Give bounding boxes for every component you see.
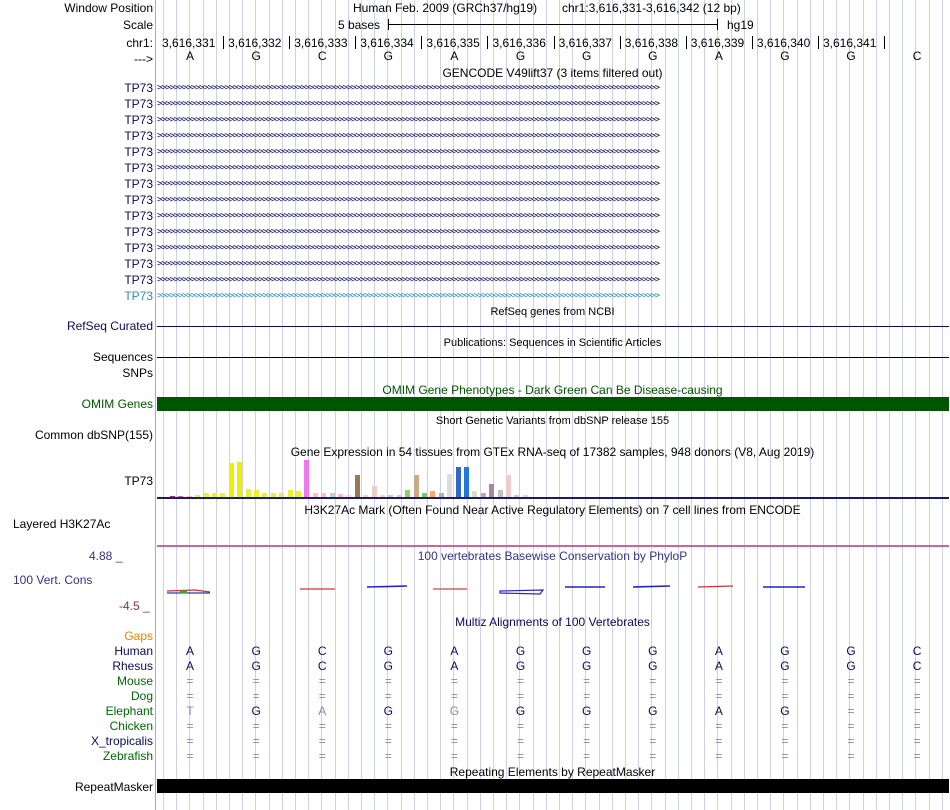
gencode-gene-arrows[interactable]: >>>>>>>>>>>>>>>>>>>>>>>>>>>>>>>>>>>>>>>>>>>>>>>>>>>>>>>>>>>>>>>>>>>>>>>>>>>>>>>>>>>>>>>>>>>>>>>>>>>>>>>>>>>>>>>>>>>>>>> <box>157 147 659 157</box>
repeat-title: Repeating Elements by RepeatMasker <box>449 765 656 779</box>
alignment-base: A <box>186 644 195 658</box>
alignment-base: = <box>318 734 326 748</box>
alignment-base: = <box>384 689 392 703</box>
alignment-base: G <box>383 704 394 718</box>
alignment-base: C <box>317 644 327 658</box>
coordinate-label: 3,616,337 <box>558 36 612 50</box>
alignment-base: = <box>252 719 260 733</box>
assembly-title: Human Feb. 2009 (GRCh37/hg19) <box>353 1 538 15</box>
cons-min: -4.5 _ <box>119 599 150 613</box>
species-label[interactable]: Dog <box>130 689 153 703</box>
repeat-bar[interactable] <box>157 779 949 793</box>
alignment-base: = <box>583 689 591 703</box>
alignment-base: = <box>781 749 789 763</box>
alignment-base: = <box>715 689 723 703</box>
base-letter: A <box>186 49 195 63</box>
gencode-gene-label[interactable]: TP73 <box>124 209 153 223</box>
alignment-base: = <box>318 749 326 763</box>
pubs-label[interactable]: Sequences <box>92 350 153 364</box>
alignment-base: = <box>913 689 921 703</box>
base-letter: G <box>780 49 790 63</box>
gtex-bar[interactable] <box>372 486 377 497</box>
gencode-gene-label[interactable]: TP73 <box>124 257 153 271</box>
alignment-base: = <box>583 674 591 688</box>
alignment-base: G <box>251 644 261 658</box>
omim-bar[interactable] <box>157 397 949 411</box>
alignment-base: = <box>781 689 789 703</box>
gencode-gene-arrows[interactable]: >>>>>>>>>>>>>>>>>>>>>>>>>>>>>>>>>>>>>>>>>>>>>>>>>>>>>>>>>>>>>>>>>>>>>>>>>>>>>>>>>>>>>>>>>>>>>>>>>>>>>>>>>>>>>>>>>>>>>>> <box>157 83 659 93</box>
alignment-base: G <box>515 659 526 673</box>
alignment-base: G <box>648 704 658 718</box>
alignment-base: G <box>251 659 261 673</box>
gencode-gene-label[interactable]: TP73 <box>124 161 153 175</box>
species-label[interactable]: Rhesus <box>112 659 153 673</box>
alignment-base: = <box>517 674 525 688</box>
gencode-gene-label[interactable]: TP73 <box>124 145 153 159</box>
alignment-base: = <box>450 749 458 763</box>
alignment-base: = <box>517 734 525 748</box>
alignment-base: = <box>450 719 458 733</box>
alignment-base: A <box>714 644 723 658</box>
alignment-base: G <box>581 644 592 658</box>
alignment-base: = <box>318 689 326 703</box>
gtex-bar[interactable] <box>489 484 494 497</box>
omim-label[interactable]: OMIM Genes <box>81 397 153 411</box>
alignment-base: G <box>846 659 856 673</box>
gtex-bar[interactable] <box>288 490 293 497</box>
dbsnp-title: Short Genetic Variants from dbSNP release 155 <box>435 415 670 427</box>
alignment-base: = <box>847 734 855 748</box>
species-label[interactable]: X_tropicalis <box>90 734 153 748</box>
coordinate-tick <box>620 36 621 49</box>
alignment-base: = <box>913 704 921 718</box>
refseq-label[interactable]: RefSeq Curated <box>66 319 153 333</box>
gtex-bar[interactable] <box>229 463 234 497</box>
alignment-base: = <box>384 749 392 763</box>
coordinate-tick <box>289 36 290 49</box>
alignment-base: G <box>648 659 658 673</box>
alignment-base: = <box>450 689 458 703</box>
alignment-base: = <box>186 749 194 763</box>
alignment-base: = <box>384 734 392 748</box>
multiz-title: Multiz Alignments of 100 Vertebrates <box>455 615 650 629</box>
scale-db: hg19 <box>727 18 754 32</box>
gtex-bar[interactable] <box>355 475 360 497</box>
gtex-bar[interactable] <box>414 475 419 497</box>
alignment-base: = <box>517 749 525 763</box>
gencode-gene-arrows[interactable]: >>>>>>>>>>>>>>>>>>>>>>>>>>>>>>>>>>>>>>>>>>>>>>>>>>>>>>>>>>>>>>>>>>>>>>>>>>>>>>>>>>>>>>>>>>>>>>>>>>>>>>>>>>>>>>>>>>>>>>> <box>157 259 659 269</box>
pubs-title: Publications: Sequences in Scientific Articles <box>443 337 662 349</box>
alignment-base: A <box>450 644 459 658</box>
alignment-base: = <box>715 719 723 733</box>
species-label[interactable]: Zebrafish <box>102 749 153 763</box>
scale-bar <box>388 24 718 25</box>
gtex-title: Gene Expression in 54 tissues from GTEx RNA-seq of 17382 samples, 948 donors (V8, Aug 2019) <box>290 445 815 459</box>
coordinate-tick <box>355 36 356 49</box>
base-letter: A <box>450 49 459 63</box>
alignment-base: = <box>517 689 525 703</box>
refseq-title: RefSeq genes from NCBI <box>490 306 615 318</box>
coordinate-tick <box>818 36 819 49</box>
alignment-base: = <box>715 674 723 688</box>
gtex-bar[interactable] <box>498 490 503 497</box>
alignment-base: = <box>715 749 723 763</box>
cons-wiggle[interactable] <box>155 575 950 605</box>
dbsnp-label[interactable]: Common dbSNP(155) <box>34 428 153 442</box>
alignment-base: = <box>847 719 855 733</box>
alignment-base: = <box>649 749 657 763</box>
snps-label[interactable]: SNPs <box>122 366 153 380</box>
chrom-label: chr1: <box>126 36 153 50</box>
alignment-base: = <box>847 689 855 703</box>
base-letter: G <box>846 49 856 63</box>
gtex-bar[interactable] <box>447 474 452 497</box>
alignment-base: = <box>517 719 525 733</box>
gencode-gene-label[interactable]: TP73 <box>124 129 153 143</box>
coordinate-label: 3,616,334 <box>360 36 414 50</box>
alignment-base: G <box>648 644 658 658</box>
base-letter: G <box>251 49 261 63</box>
gencode-gene-arrows[interactable]: >>>>>>>>>>>>>>>>>>>>>>>>>>>>>>>>>>>>>>>>>>>>>>>>>>>>>>>>>>>>>>>>>>>>>>>>>>>>>>>>>>>>>>>>>>>>>>>>>>>>>>>>>>>>>>>>>>>>>>> <box>157 275 659 285</box>
gtex-bar[interactable] <box>506 475 511 497</box>
cons-title: 100 vertebrates Basewise Conservation by PhyloP <box>417 549 688 563</box>
alignment-base: G <box>383 644 394 658</box>
base-letter: G <box>383 49 394 63</box>
gtex-bar[interactable] <box>237 462 242 497</box>
alignment-base: = <box>186 674 194 688</box>
alignment-base: G <box>581 659 592 673</box>
alignment-base: G <box>780 644 790 658</box>
base-letter: C <box>912 49 922 63</box>
gencode-gene-label[interactable]: TP73 <box>124 81 153 95</box>
alignment-base: = <box>583 719 591 733</box>
scale-label: Scale <box>122 18 153 32</box>
coordinate-tick <box>487 36 488 49</box>
alignment-base: = <box>252 689 260 703</box>
gencode-gene-label[interactable]: TP73 <box>124 193 153 207</box>
gencode-gene-label[interactable]: TP73 <box>124 177 153 191</box>
gtex-bar-chart[interactable] <box>170 460 550 497</box>
alignment-base: = <box>913 719 921 733</box>
coordinate-tick <box>554 36 555 49</box>
coordinate-label: 3,616,336 <box>492 36 546 50</box>
gencode-gene-arrows[interactable]: >>>>>>>>>>>>>>>>>>>>>>>>>>>>>>>>>>>>>>>>>>>>>>>>>>>>>>>>>>>>>>>>>>>>>>>>>>>>>>>>>>>>>>>>>>>>>>>>>>>>>>>>>>>>>>>>>>>>>>> <box>157 291 659 301</box>
coordinate-label: 3,616,339 <box>690 36 745 50</box>
alignment-base: = <box>186 689 194 703</box>
alignment-base: A <box>450 659 459 673</box>
window-position-label: Window Position <box>64 1 153 15</box>
gtex-bar[interactable] <box>304 460 309 497</box>
gencode-gene-arrows[interactable]: >>>>>>>>>>>>>>>>>>>>>>>>>>>>>>>>>>>>>>>>>>>>>>>>>>>>>>>>>>>>>>>>>>>>>>>>>>>>>>>>>>>>>>>>>>>>>>>>>>>>>>>>>>>>>>>>>>>>>>> <box>157 211 659 221</box>
alignment-base: C <box>317 659 327 673</box>
pubs-line[interactable] <box>157 357 949 358</box>
gtex-bar[interactable] <box>254 490 259 497</box>
alignment-base: = <box>318 674 326 688</box>
position-readout[interactable]: chr1:3,616,331-3,616,342 (12 bp) <box>562 1 741 15</box>
alignment-base: A <box>714 704 723 718</box>
species-label[interactable]: Human <box>114 644 153 658</box>
h3k27ac-baseline <box>157 545 949 547</box>
alignment-base: = <box>318 719 326 733</box>
gencode-gene-label[interactable]: TP73 <box>124 241 153 255</box>
coordinate-label: 3,616,340 <box>756 36 811 50</box>
species-label[interactable]: Mouse <box>116 674 153 688</box>
gencode-title: GENCODE V49lift37 (3 items filtered out) <box>442 66 663 80</box>
cons-max: 4.88 _ <box>89 549 123 563</box>
coordinate-tick <box>884 36 885 49</box>
alignment-base: = <box>913 674 921 688</box>
coordinate-label: 3,616,332 <box>228 36 282 50</box>
alignment-base: = <box>847 704 855 718</box>
base-letter: G <box>515 49 526 63</box>
gencode-gene-label[interactable]: TP73 <box>124 225 153 239</box>
scale-text: 5 bases <box>338 18 381 32</box>
scale-bar-left-tick <box>388 19 389 30</box>
gtex-label[interactable]: TP73 <box>124 474 153 488</box>
alignment-base: = <box>913 734 921 748</box>
gtex-bar[interactable] <box>456 467 461 497</box>
alignment-base: = <box>649 689 657 703</box>
species-label[interactable]: Chicken <box>109 719 153 733</box>
alignment-base: = <box>781 734 789 748</box>
base-letter: G <box>581 49 592 63</box>
alignment-base: = <box>450 734 458 748</box>
gencode-gene-arrows[interactable]: >>>>>>>>>>>>>>>>>>>>>>>>>>>>>>>>>>>>>>>>>>>>>>>>>>>>>>>>>>>>>>>>>>>>>>>>>>>>>>>>>>>>>>>>>>>>>>>>>>>>>>>>>>>>>>>>>>>>>>> <box>157 131 659 141</box>
alignment-base: = <box>649 719 657 733</box>
alignment-base: = <box>384 719 392 733</box>
alignment-base: = <box>649 674 657 688</box>
coordinate-label: 3,616,338 <box>624 36 679 50</box>
species-label[interactable]: Elephant <box>105 704 153 718</box>
alignment-base: G <box>383 659 394 673</box>
alignment-base: T <box>186 704 194 718</box>
gencode-gene-label[interactable]: TP73 <box>124 273 153 287</box>
gencode-gene-arrows[interactable]: >>>>>>>>>>>>>>>>>>>>>>>>>>>>>>>>>>>>>>>>>>>>>>>>>>>>>>>>>>>>>>>>>>>>>>>>>>>>>>>>>>>>>>>>>>>>>>>>>>>>>>>>>>>>>>>>>>>>>>> <box>157 115 659 125</box>
gtex-bar[interactable] <box>405 490 410 497</box>
alignment-base: = <box>847 674 855 688</box>
gencode-gene-arrows[interactable]: >>>>>>>>>>>>>>>>>>>>>>>>>>>>>>>>>>>>>>>>>>>>>>>>>>>>>>>>>>>>>>>>>>>>>>>>>>>>>>>>>>>>>>>>>>>>>>>>>>>>>>>>>>>>>>>>>>>>>>> <box>157 179 659 189</box>
coordinate-tick <box>752 36 753 49</box>
alignment-base: A <box>714 659 723 673</box>
h3k27ac-label[interactable]: Layered H3K27Ac <box>13 517 111 531</box>
gencode-gene-label[interactable]: TP73 <box>124 97 153 111</box>
gencode-gene-arrows[interactable]: >>>>>>>>>>>>>>>>>>>>>>>>>>>>>>>>>>>>>>>>>>>>>>>>>>>>>>>>>>>>>>>>>>>>>>>>>>>>>>>>>>>>>>>>>>>>>>>>>>>>>>>>>>>>>>>>>>>>>>> <box>157 163 659 173</box>
gtex-bar[interactable] <box>464 467 469 497</box>
base-letter: A <box>714 49 723 63</box>
alignment-base: = <box>252 734 260 748</box>
gtex-bar[interactable] <box>246 489 251 497</box>
alignment-base: G <box>846 644 856 658</box>
coordinate-tick <box>686 36 687 49</box>
alignment-base: = <box>252 749 260 763</box>
gencode-gene-label[interactable]: TP73 <box>124 113 153 127</box>
coordinate-label: 3,616,341 <box>823 36 877 50</box>
alignment-base: A <box>186 659 195 673</box>
strand-label: ---> <box>134 52 153 66</box>
coordinate-tick <box>421 36 422 49</box>
alignment-base: G <box>780 704 790 718</box>
alignment-base: G <box>515 704 526 718</box>
alignment-base: = <box>186 719 194 733</box>
alignment-base: = <box>715 734 723 748</box>
coordinate-label: 3,616,333 <box>294 36 348 50</box>
cons-label[interactable]: 100 Vert. Cons <box>13 573 93 587</box>
alignment-base: A <box>318 704 327 718</box>
alignment-base: C <box>912 659 922 673</box>
gencode-gene-arrows[interactable]: >>>>>>>>>>>>>>>>>>>>>>>>>>>>>>>>>>>>>>>>>>>>>>>>>>>>>>>>>>>>>>>>>>>>>>>>>>>>>>>>>>>>>>>>>>>>>>>>>>>>>>>>>>>>>>>>>>>>>>> <box>157 195 659 205</box>
alignment-base: = <box>781 719 789 733</box>
alignment-base: = <box>847 749 855 763</box>
coordinate-label: 3,616,331 <box>162 36 216 50</box>
alignment-base: G <box>449 704 460 718</box>
gencode-gene-label[interactable]: TP73 <box>124 289 153 303</box>
alignment-base: C <box>912 644 922 658</box>
left-margin-line <box>155 0 156 810</box>
omim-title: OMIM Gene Phenotypes - Dark Green Can Be Disease-causing <box>382 383 723 397</box>
base-letter: C <box>317 49 327 63</box>
alignment-base: = <box>384 674 392 688</box>
gencode-gene-arrows[interactable]: >>>>>>>>>>>>>>>>>>>>>>>>>>>>>>>>>>>>>>>>>>>>>>>>>>>>>>>>>>>>>>>>>>>>>>>>>>>>>>>>>>>>>>>>>>>>>>>>>>>>>>>>>>>>>>>>>>>>>>> <box>157 99 659 109</box>
gencode-gene-arrows[interactable]: >>>>>>>>>>>>>>>>>>>>>>>>>>>>>>>>>>>>>>>>>>>>>>>>>>>>>>>>>>>>>>>>>>>>>>>>>>>>>>>>>>>>>>>>>>>>>>>>>>>>>>>>>>>>>>>>>>>>>>> <box>157 243 659 253</box>
alignment-base: = <box>450 674 458 688</box>
alignment-base: = <box>913 749 921 763</box>
alignment-base: = <box>781 674 789 688</box>
alignment-base: = <box>583 749 591 763</box>
refseq-gene-line[interactable] <box>157 326 949 327</box>
base-letter: G <box>648 49 658 63</box>
scale-bar-right-tick <box>717 19 718 30</box>
coordinate-tick <box>223 36 224 49</box>
alignment-base: = <box>649 734 657 748</box>
alignment-base: G <box>780 659 790 673</box>
alignment-base: G <box>251 704 261 718</box>
coordinate-label: 3,616,335 <box>426 36 480 50</box>
gtex-baseline <box>157 497 949 499</box>
alignment-base: = <box>583 734 591 748</box>
alignment-base: = <box>186 734 194 748</box>
h3k27ac-title: H3K27Ac Mark (Often Found Near Active Regulatory Elements) on 7 cell lines from ENCODE <box>304 503 801 517</box>
alignment-base: G <box>515 644 526 658</box>
repeat-label[interactable]: RepeatMasker <box>74 780 153 794</box>
gaps-label: Gaps <box>124 629 153 643</box>
alignment-base: = <box>252 674 260 688</box>
gencode-gene-arrows[interactable]: >>>>>>>>>>>>>>>>>>>>>>>>>>>>>>>>>>>>>>>>>>>>>>>>>>>>>>>>>>>>>>>>>>>>>>>>>>>>>>>>>>>>>>>>>>>>>>>>>>>>>>>>>>>>>>>>>>>>>>> <box>157 227 659 237</box>
alignment-base: G <box>581 704 592 718</box>
